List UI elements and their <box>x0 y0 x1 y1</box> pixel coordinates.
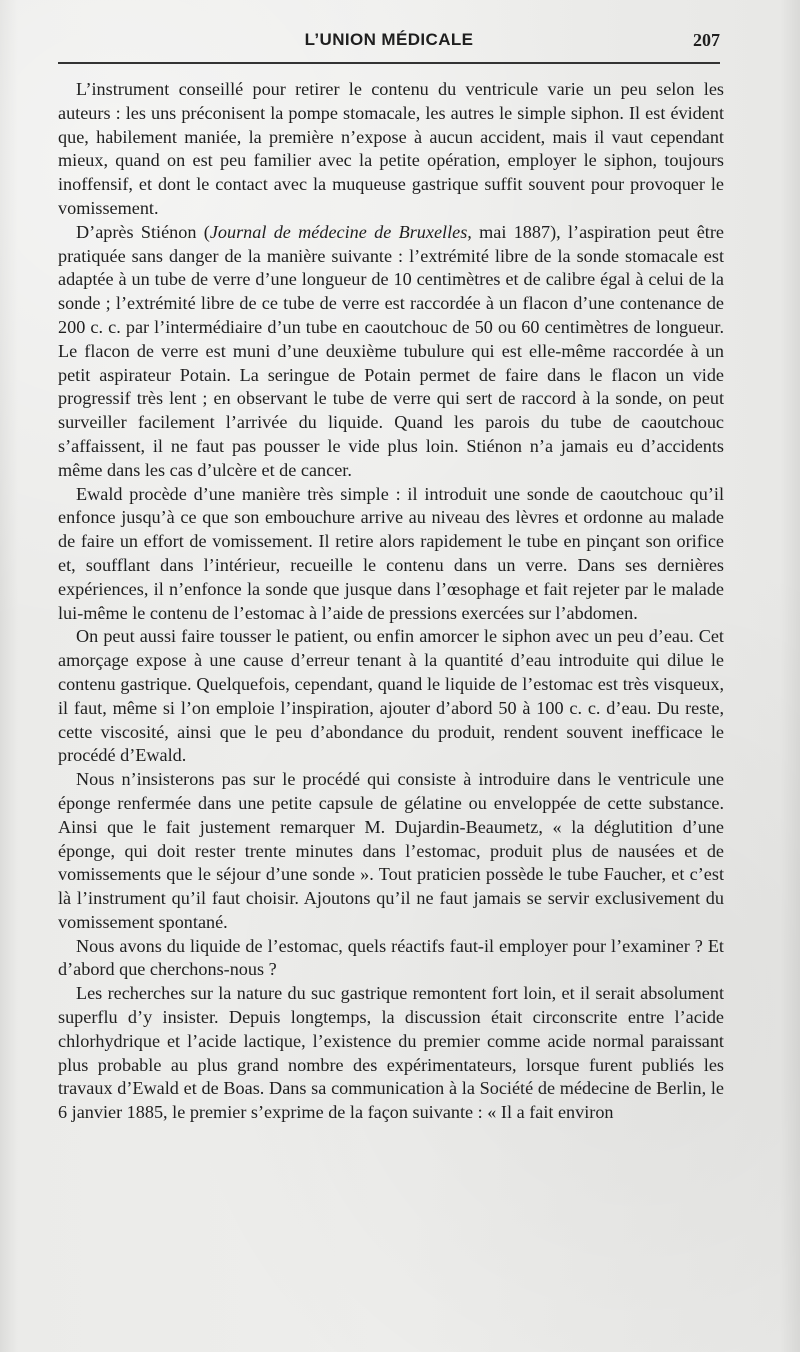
paragraph-5: Nous n’insisterons pas sur le procédé qui consiste à introduire dans le ventricule une éponge renfermée dans une petite capsule de gélatine ou enveloppée de cette substance. Ainsi que le fait justement remarquer M. Dujardin-Beaumetz, « la déglutition d’une éponge, qui doit rester trente minutes dans l’estomac, produit plus de nausées et de vomissements que le séjour d’une sonde ». Tout praticien possède le tube Faucher, et c’est là l’instrument qu’il faut choisir. Ajoutons qu’il ne faut jamais se servir exclusivement du vomissement spontané. <box>58 769 724 932</box>
paragraph-1: L’instrument conseillé pour retirer le contenu du ventricule varie un peu selon les auteurs : les uns préconisent la pompe stomacale, les autres le simple siphon. Il est évident que, habilement maniée, la première n’expose à aucun accident, mais il vaut cependant mieux, quand on est peu familier avec la petite opération, employer le siphon, toujours inoffensif, et dont le contact avec la muqueuse gastrique suffit souvent pour provoquer le vomissement. <box>58 79 724 218</box>
paragraph-2-text-a: D’après Stiénon ( <box>76 221 210 242</box>
journal-title: Journal de médecine de Bruxelles, <box>209 221 472 242</box>
paragraph-2-text-b: mai 1887), l’aspiration peut être pratiquée sans danger de la manière suivante : l’extrémité libre de la sonde stomacale est adaptée à un tube de verre d’une longueur de 10 centimètres et de calibre égal à celui de la sonde ; l’extrémité libre de ce tube de verre est raccordée à un flacon d’une contenance de 200 c. c. par l’intermédiaire d’un tube en caoutchouc de 50 ou 60 centimètres de longueur. Le flacon de verre est muni d’une deuxième tubulure qui est elle-même raccordée à un petit aspirateur Potain. La seringue de Potain permet de faire dans le flacon un vide progressif très lent ; en observant le tube de verre qui sert de raccord à la sonde, on peut surveiller facilement l’arrivée du liquide. Quand les parois du tube de caoutchouc s’affaissent, il ne faut pas pousser le vide plus loin. Stiénon n’a jamais eu d’accidents même dans les cas d’ulcère et de cancer. <box>58 221 724 480</box>
paragraph-7: Les recherches sur la nature du suc gastrique remontent fort loin, et il serait absolument superflu d’y insister. Depuis longtemps, la discussion était circonscrite entre l’acide chlorhydrique et l’acide lactique, l’existence du premier comme acide normal paraissant plus probable au plus grand nombre des expérimentateurs, lorsque furent publiés les travaux d’Ewald et de Boas. Dans sa communication à la Société de médecine de Berlin, le 6 janvier 1885, le premier s’exprime de la façon suivante : « Il a fait environ <box>58 983 724 1123</box>
body-text <box>58 78 724 1125</box>
paragraph-2 <box>58 221 724 483</box>
paragraph-4: On peut aussi faire tousser le patient, ou enfin amorcer le siphon avec un peu d’eau. Cet amorçage expose à une cause d’erreur tenant à la quantité d’eau introduite qui dilue le contenu gastrique. Quelquefois, cependant, quand le liquide de l’estomac est très visqueux, il faut, même si l’on emploie l’inspiration, ajouter d’abord 50 à 100 c. c. d’eau. Du reste, cette viscosité, ainsi que le peu d’abondance du produit, rendent souvent inefficace le procédé d’Ewald. <box>58 626 724 766</box>
header-rule <box>58 62 720 64</box>
page-number: 207 <box>693 30 720 50</box>
running-title: L’UNION MÉDICALE <box>304 30 474 49</box>
page-header <box>58 30 720 66</box>
paragraph-3: Ewald procède d’une manière très simple : il introduit une sonde de caoutchouc qu’il enfonce jusqu’à ce que son embouchure arrive au niveau des lèvres et ordonne au malade de faire un effort de vomissement. Il retire alors rapidement le tube en pinçant son orifice et, soufflant dans l’intérieur, recueille le contenu dans un verre. Dans ses dernières expériences, il n’enfonce la sonde que jusque dans l’œsophage et fait rejeter par le malade lui-même le contenu de l’estomac à l’aide de pressions exercées sur l’abdomen. <box>58 483 724 623</box>
paragraph-6: Nous avons du liquide de l’estomac, quels réactifs faut-il employer pour l’examiner ? Et d’abord que cherchons-nous ? <box>58 935 724 980</box>
